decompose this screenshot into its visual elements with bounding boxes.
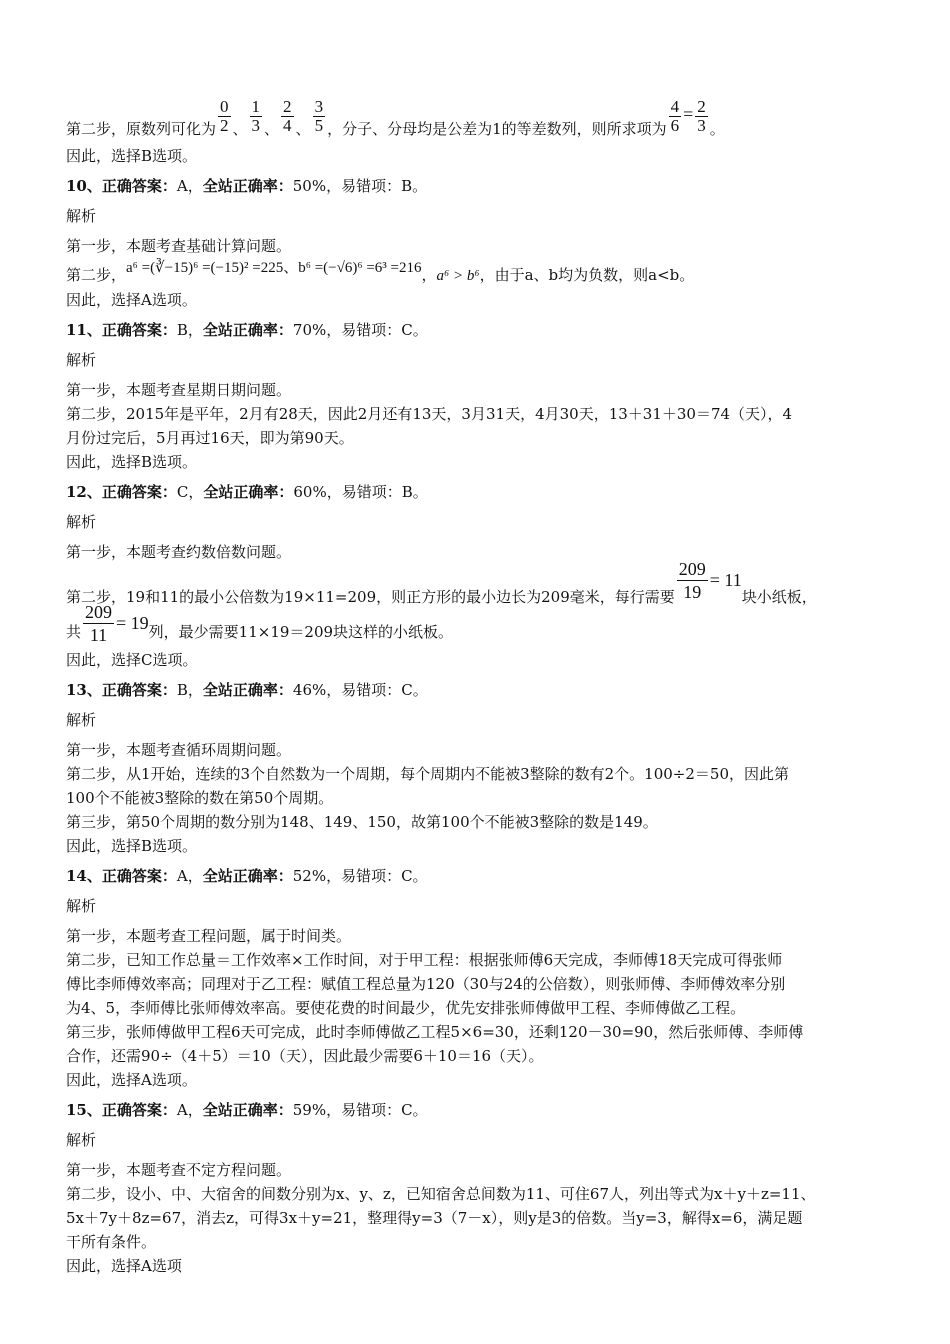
q13-header: 13、正确答案：B，全站正确率：46%，易错项：C。 xyxy=(66,681,428,699)
q14-header: 14、正确答案：A，全站正确率：52%，易错项：C。 xyxy=(66,867,428,885)
q11-conclusion: 因此，选择B选项。 xyxy=(66,453,198,471)
q11-step1: 第一步，本题考查星期日期问题。 xyxy=(66,381,292,399)
q10-header: 10、正确答案：A，全站正确率：50%，易错项：B。 xyxy=(66,177,428,195)
q9-frac-3: $\frac{3}{5}$ xyxy=(314,96,324,135)
q11-step2-l1: 第二步，2015年是平年，2月有28天，因此2月还有13天，3月31天，4月30天，13＋31＋30＝74（天），4 xyxy=(66,405,793,423)
q14-step2-l1: 第二步，已知工作总量＝工作效率×工作时间，对于甲工程：根据张师傅6天完成，李师傅18天完成可得张师 xyxy=(66,951,783,969)
q9-conclusion: 因此，选择B选项。 xyxy=(66,147,198,165)
q12-conclusion: 因此，选择C选项。 xyxy=(66,651,198,669)
q13-step3: 第三步，第50个周期的数分别为148、149、150，故第100个不能被3整除的数是149。 xyxy=(66,813,658,831)
q10-conclusion: 因此，选择A选项。 xyxy=(66,291,197,309)
q9-result-frac-b: $\frac{2}{3}$ xyxy=(697,96,706,135)
q14-conclusion: 因此，选择A选项。 xyxy=(66,1071,197,1089)
q15-step1: 第一步，本题考查不定方程问题。 xyxy=(66,1161,292,1179)
q12-analysis: 解析 xyxy=(66,513,97,531)
q10-step1: 第一步，本题考查基础计算问题。 xyxy=(66,237,292,255)
q13-step1: 第一步，本题考查循环周期问题。 xyxy=(66,741,292,759)
answer-document xyxy=(66,96,886,1278)
q9-step2-mid: ，分子、分母均是公差为1的等差数列，则所求项为 xyxy=(327,120,667,138)
q13-analysis: 解析 xyxy=(66,711,97,729)
q10-inequality: a⁶ > b⁶ xyxy=(436,268,480,284)
q14-step2-l2: 傅比李师傅效率高；同理对于乙工程：赋值工程总量为120（30与24的公倍数），则张师傅、李师傅效率分别 xyxy=(66,975,786,993)
q9-sep-3: 、 xyxy=(295,120,311,138)
q12-frac-1: $\frac{209}{19}$ xyxy=(678,558,706,602)
q11-analysis: 解析 xyxy=(66,351,97,369)
q12-header: 12、正确答案：C，全站正确率：60%，易错项：B。 xyxy=(66,483,428,501)
q9-sep-2: 、 xyxy=(264,120,280,138)
q15-header: 15、正确答案：A，全站正确率：59%，易错项：C。 xyxy=(66,1101,428,1119)
q14-analysis: 解析 xyxy=(66,897,97,915)
q11-header: 11、正确答案：B，全站正确率：70%，易错项：C。 xyxy=(66,321,428,339)
q12-step1: 第一步，本题考查约数倍数问题。 xyxy=(66,543,292,561)
q12-frac-2: $\frac{209}{11}$ xyxy=(85,601,113,645)
q14-step3-l1: 第三步，张师傅做甲工程6天可完成，此时李师傅做乙工程5×6=30，还剩120－30=90，然后张师傅、李师傅 xyxy=(66,1023,804,1041)
q9-frac-2: $\frac{2}{4}$ xyxy=(283,96,292,135)
q13-conclusion: 因此，选择B选项。 xyxy=(66,837,198,855)
q9-sep-1: 、 xyxy=(232,120,248,138)
q9-frac-0: $\frac{0}{2}$ xyxy=(220,96,229,135)
q15-step2-l2: 5x＋7y＋8z=67，消去z，可得3x＋y=21，整理得y=3（7－x），则y是3的倍数。当y=3，解得x=6，满足题 xyxy=(66,1209,803,1227)
q9-result-frac-a: $\frac{4}{6}$ xyxy=(670,96,680,135)
q9-equals: = xyxy=(683,104,694,124)
q10-formula-b: b⁶ =(−√6)⁶ =6³ =216 xyxy=(298,260,422,276)
q9-frac-1: $\frac{1}{3}$ xyxy=(251,96,261,135)
q12-step2-l1: 第二步，19和11的最小公倍数为19×11=209，则正方形的最小边长为209毫米，每行需要 $\frac{209}{19}$ = 11块小纸板， xyxy=(66,558,817,606)
q15-analysis: 解析 xyxy=(66,1131,97,1149)
q10-step2: 第二步，a⁶ =(∛−15)⁶ =(−15)² =225、b⁶ =(−√6)⁶ =6³ =216，a⁶ > b⁶，由于a、b均为负数，则a<b。 xyxy=(66,258,886,288)
q14-step2-l3: 为4、5，李师傅比张师傅效率高。要使花费的时间最少，优先安排张师傅做甲工程、李师傅做乙工程。 xyxy=(66,999,746,1017)
q10-analysis: 解析 xyxy=(66,207,97,225)
q15-conclusion: 因此，选择A选项 xyxy=(66,1257,182,1275)
q9-step2-prefix: 第二步，原数列可化为 xyxy=(66,120,217,138)
q14-step3-l2: 合作，还需90÷（4＋5）＝10（天），因此最少需要6＋10＝16（天）。 xyxy=(66,1047,544,1065)
q15-step2-l3: 干所有条件。 xyxy=(66,1233,157,1251)
q15-step2-l1: 第二步，设小、中、大宿舍的间数分别为x、y、z，已知宿舍总间数为11、可住67人，列出等式为x＋y＋z=11、 xyxy=(66,1185,816,1203)
q13-step2-l2: 100个不能被3整除的数在第50个周期。 xyxy=(66,789,334,807)
q10-formula-a: a⁶ =(∛−15)⁶ =(−15)² =225 xyxy=(126,260,284,276)
q9-step2 xyxy=(66,96,886,144)
q12-step2-l2: 共 $\frac{209}{11}$ = 19列，最少需要11×19＝209块这样的小纸板。 xyxy=(66,601,454,645)
q9-step2-end: 。 xyxy=(709,120,725,138)
q13-step2-l1: 第二步，从1开始，连续的3个自然数为一个周期，每个周期内不能被3整除的数有2个。100÷2＝50，因此第 xyxy=(66,765,790,783)
q11-step2-l2: 月份过完后，5月再过16天，即为第90天。 xyxy=(66,429,354,447)
q14-step1: 第一步，本题考查工程问题，属于时间类。 xyxy=(66,927,352,945)
